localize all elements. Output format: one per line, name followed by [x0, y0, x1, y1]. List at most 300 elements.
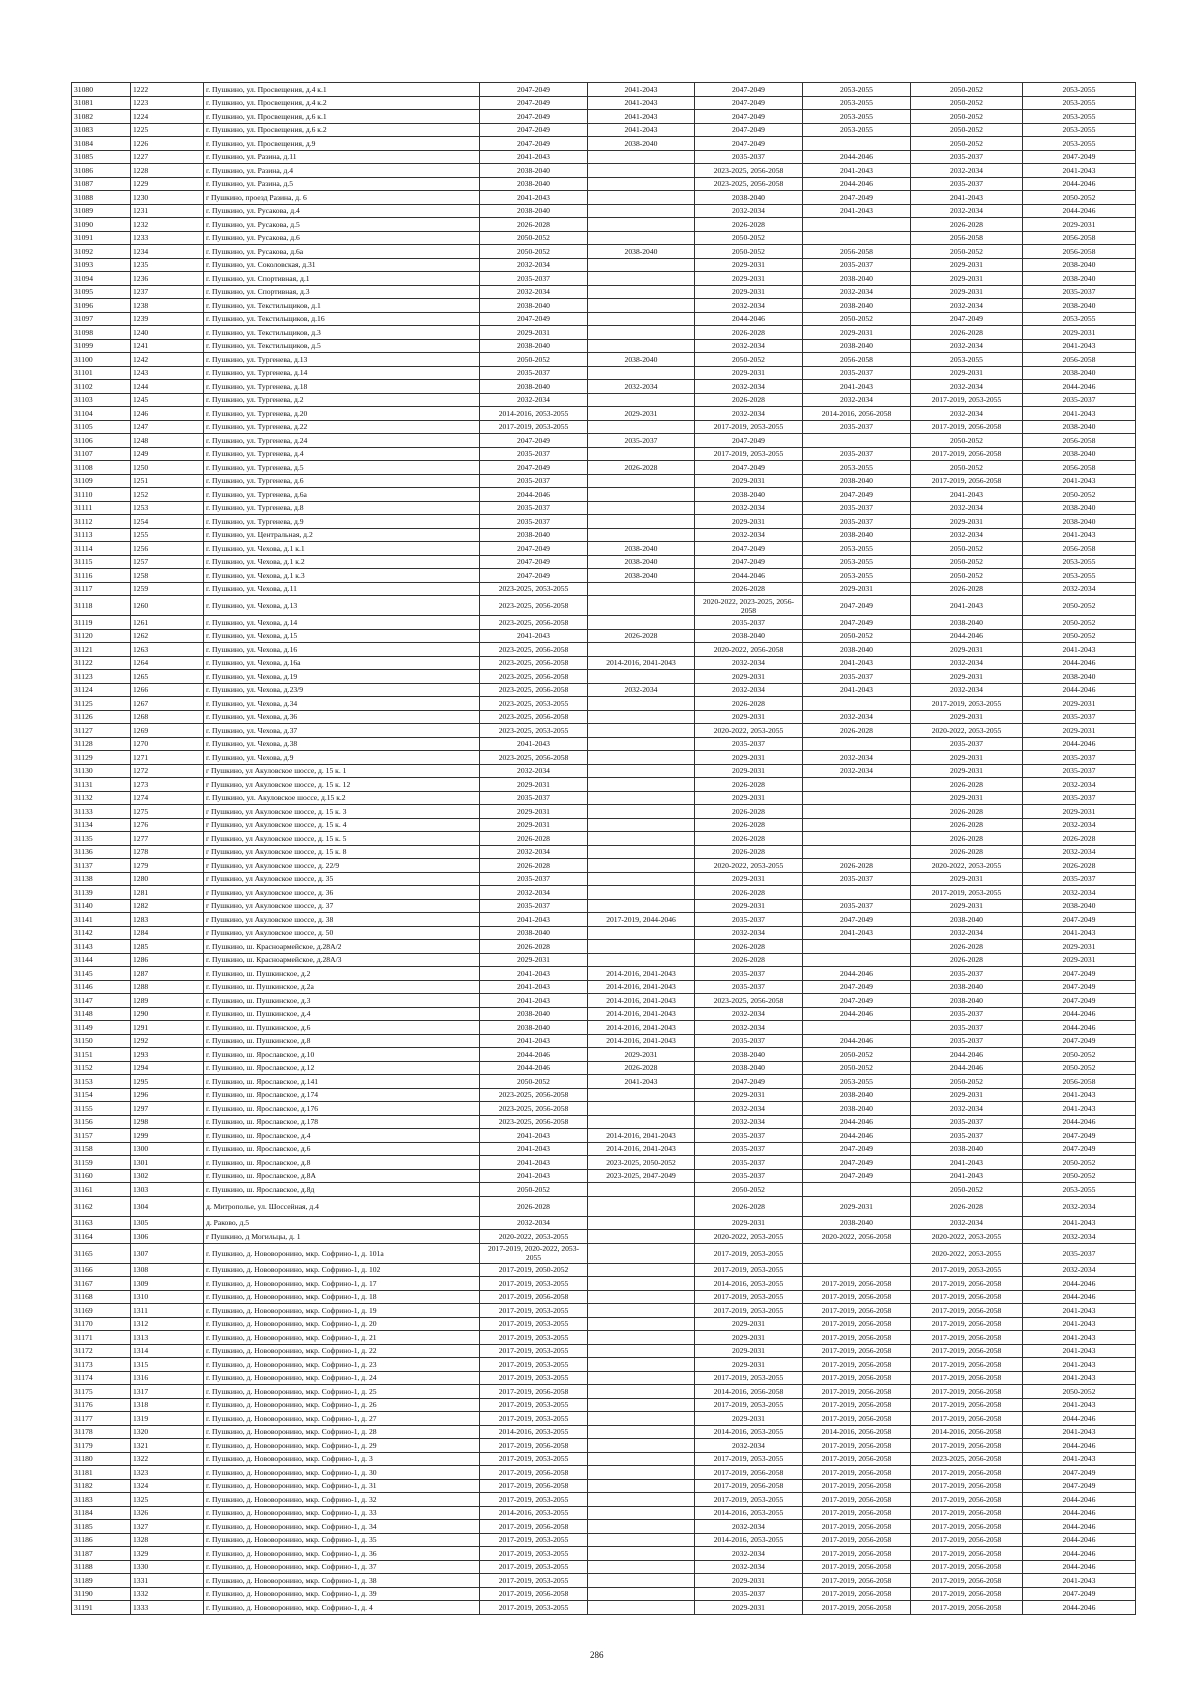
table-cell: 2038-2040 — [1023, 366, 1136, 380]
table-cell: 31085 — [72, 150, 131, 164]
table-cell: 1321 — [131, 1439, 204, 1453]
table-cell: 1264 — [131, 656, 204, 670]
table-cell: 2050-2052 — [803, 1048, 911, 1062]
table-body — [72, 83, 1136, 1615]
table-cell: 2047-2049 — [803, 1156, 911, 1170]
table-row — [72, 737, 1136, 751]
table-cell: 2032-2034 — [695, 683, 803, 697]
table-cell: 2026-2028 — [911, 805, 1023, 819]
table-cell: 2044-2046 — [1023, 1547, 1136, 1561]
table-cell: 2038-2040 — [480, 380, 588, 394]
table-row — [72, 501, 1136, 515]
table-cell: г. Пушкино, ул. Чехова, д.36 — [204, 710, 480, 724]
table-cell: 2041-2043 — [1023, 1452, 1136, 1466]
table-cell: 1230 — [131, 191, 204, 205]
table-cell: г Пушкино, ул Акуловское шоссе, д. 35 — [204, 872, 480, 886]
table-cell: 31119 — [72, 616, 131, 630]
table-cell: 2053-2055 — [1023, 110, 1136, 124]
table-cell: 2038-2040 — [1023, 258, 1136, 272]
table-cell: 31191 — [72, 1601, 131, 1615]
table-cell — [588, 1290, 695, 1304]
table-cell: 2035-2037 — [911, 1007, 1023, 1021]
table-cell: 2017-2019, 2053-2055 — [911, 697, 1023, 711]
table-cell: 1263 — [131, 643, 204, 657]
table-cell: г. Пушкино, ул. Центральная, д.2 — [204, 528, 480, 542]
table-cell: 1307 — [131, 1243, 204, 1263]
table-cell: 2038-2040 — [911, 980, 1023, 994]
table-cell: 2026-2028 — [911, 582, 1023, 596]
table-cell — [588, 596, 695, 616]
table-cell: 1331 — [131, 1574, 204, 1588]
table-cell: 1257 — [131, 555, 204, 569]
table-cell: 2050-2052 — [911, 569, 1023, 583]
table-cell: 2032-2034 — [911, 380, 1023, 394]
table-cell — [803, 218, 911, 232]
table-cell: 2017-2019, 2056-2058 — [911, 1506, 1023, 1520]
table-cell: 2041-2043 — [1023, 643, 1136, 657]
table-cell: 2020-2022, 2053-2055 — [695, 859, 803, 873]
table-cell: 2038-2040 — [695, 629, 803, 643]
table-row — [72, 1358, 1136, 1372]
table-cell: 2050-2052 — [911, 434, 1023, 448]
table-row — [72, 339, 1136, 353]
table-cell: 31117 — [72, 582, 131, 596]
table-cell: 2047-2049 — [480, 123, 588, 137]
table-cell: 2050-2052 — [480, 1183, 588, 1197]
table-row — [72, 1156, 1136, 1170]
table-row — [72, 1547, 1136, 1561]
table-cell: 2041-2043 — [480, 629, 588, 643]
table-cell: 31114 — [72, 542, 131, 556]
table-cell: 2053-2055 — [911, 353, 1023, 367]
table-cell: 2035-2037 — [911, 150, 1023, 164]
table-cell: 2029-2031 — [911, 710, 1023, 724]
table-cell: 2044-2046 — [1023, 1021, 1136, 1035]
table-cell — [588, 805, 695, 819]
table-cell — [588, 1452, 695, 1466]
table-cell: 2050-2052 — [1023, 1385, 1136, 1399]
table-cell: 2041-2043 — [803, 164, 911, 178]
table-cell: 2041-2043 — [1023, 1317, 1136, 1331]
table-cell: 2035-2037 — [803, 420, 911, 434]
table-cell: 2023-2025, 2056-2058 — [480, 596, 588, 616]
table-cell: 2014-2016, 2053-2055 — [480, 1425, 588, 1439]
table-cell: 31084 — [72, 137, 131, 151]
table-cell: 2026-2028 — [911, 953, 1023, 967]
table-row — [72, 1331, 1136, 1345]
table-cell: 2026-2028 — [911, 940, 1023, 954]
table-row — [72, 420, 1136, 434]
table-cell — [588, 845, 695, 859]
table-cell: г Пушкино, ул Акуловское шоссе, д. 38 — [204, 913, 480, 927]
table-cell: 2035-2037 — [480, 899, 588, 913]
table-cell: 2053-2055 — [803, 110, 911, 124]
table-cell: 2035-2037 — [1023, 710, 1136, 724]
table-cell: г. Пушкино, ш. Пушкинское, д.2а — [204, 980, 480, 994]
table-cell: 1298 — [131, 1115, 204, 1129]
table-cell: 2032-2034 — [695, 1560, 803, 1574]
table-cell: г. Пушкино, д. Нововоронино, мкр. Софрино-1, д. 17 — [204, 1277, 480, 1291]
table-cell: 2050-2052 — [911, 1183, 1023, 1197]
table-cell: 31144 — [72, 953, 131, 967]
table-row — [72, 231, 1136, 245]
table-cell: 2017-2019, 2053-2055 — [695, 1290, 803, 1304]
table-cell: 2017-2019, 2056-2058 — [911, 1574, 1023, 1588]
table-cell: 2032-2034 — [1023, 818, 1136, 832]
table-cell: 2047-2049 — [803, 616, 911, 630]
table-cell: 2047-2049 — [1023, 150, 1136, 164]
table-cell: 2029-2031 — [695, 258, 803, 272]
table-cell: 2044-2046 — [695, 569, 803, 583]
table-cell: 1311 — [131, 1304, 204, 1318]
table-cell: 2017-2019, 2056-2058 — [803, 1506, 911, 1520]
table-cell: 1245 — [131, 393, 204, 407]
table-cell: 2041-2043 — [1023, 1216, 1136, 1230]
table-cell — [803, 137, 911, 151]
table-cell: 2044-2046 — [803, 967, 911, 981]
table-cell — [803, 886, 911, 900]
table-cell: 2044-2046 — [803, 1115, 911, 1129]
table-cell: 2023-2025, 2056-2058 — [480, 751, 588, 765]
table-cell: 2050-2052 — [803, 629, 911, 643]
table-cell: 2032-2034 — [803, 764, 911, 778]
table-cell: 2029-2031 — [695, 1344, 803, 1358]
table-cell: 2017-2019, 2053-2055 — [480, 1317, 588, 1331]
table-cell: 2014-2016, 2053-2055 — [695, 1533, 803, 1547]
table-cell: 1330 — [131, 1560, 204, 1574]
table-cell: 2050-2052 — [1023, 1048, 1136, 1062]
table-cell: 1243 — [131, 366, 204, 380]
table-cell: 31121 — [72, 643, 131, 657]
table-row — [72, 434, 1136, 448]
table-cell: 2047-2049 — [803, 1169, 911, 1183]
table-cell: 2017-2019, 2056-2058 — [911, 1304, 1023, 1318]
table-cell: 31099 — [72, 339, 131, 353]
table-cell: г Пушкино, ул Акуловское шоссе, д. 15 к. 12 — [204, 778, 480, 792]
table-cell: 2017-2019, 2053-2055 — [695, 1452, 803, 1466]
table-cell: 2017-2019, 2053-2055 — [480, 1547, 588, 1561]
table-cell: 2035-2037 — [695, 1156, 803, 1170]
table-cell: 2032-2034 — [695, 204, 803, 218]
table-cell: 2038-2040 — [480, 926, 588, 940]
table-cell: 2035-2037 — [911, 737, 1023, 751]
table-cell: 2044-2046 — [1023, 1560, 1136, 1574]
table-cell: 2035-2037 — [1023, 285, 1136, 299]
table-cell — [588, 1317, 695, 1331]
table-cell: 2029-2031 — [911, 285, 1023, 299]
table-cell: 2035-2037 — [1023, 751, 1136, 765]
table-cell: 2017-2019, 2056-2058 — [911, 1290, 1023, 1304]
table-cell: 1238 — [131, 299, 204, 313]
table-cell: 1251 — [131, 474, 204, 488]
table-cell: 2047-2049 — [480, 461, 588, 475]
table-cell: 31080 — [72, 83, 131, 97]
table-cell: г. Пушкино, ш. Пушкинское, д.3 — [204, 994, 480, 1008]
table-cell: 2050-2052 — [911, 245, 1023, 259]
table-cell — [588, 1304, 695, 1318]
table-cell: 1295 — [131, 1075, 204, 1089]
table-cell: 2041-2043 — [588, 110, 695, 124]
table-cell: г. Пушкино, ул. Тургенева, д.5 — [204, 461, 480, 475]
table-cell: 1332 — [131, 1587, 204, 1601]
table-cell: 31185 — [72, 1520, 131, 1534]
table-cell: 1244 — [131, 380, 204, 394]
table-cell: 1288 — [131, 980, 204, 994]
table-cell: г. Пушкино, ул. Разина, д.4 — [204, 164, 480, 178]
table-cell: 2029-2031 — [1023, 953, 1136, 967]
table-cell: 2050-2052 — [480, 353, 588, 367]
table-cell: 31175 — [72, 1385, 131, 1399]
table-cell: 31109 — [72, 474, 131, 488]
table-cell: 2047-2049 — [1023, 980, 1136, 994]
table-cell: г Пушкино, ул Акуловское шоссе, д. 15 к. 5 — [204, 832, 480, 846]
table-cell: 2017-2019, 2056-2058 — [803, 1533, 911, 1547]
table-cell — [588, 231, 695, 245]
table-cell: 2017-2019, 2056-2058 — [911, 1371, 1023, 1385]
table-cell: 2023-2025, 2056-2058 — [480, 616, 588, 630]
table-cell: 2035-2037 — [911, 1115, 1023, 1129]
table-cell: 31167 — [72, 1277, 131, 1291]
table-cell: 2038-2040 — [480, 339, 588, 353]
table-cell: г Пушкино, ул Акуловское шоссе, д. 50 — [204, 926, 480, 940]
table-cell: 31087 — [72, 177, 131, 191]
table-cell: 2044-2046 — [1023, 1115, 1136, 1129]
table-cell: г. Пушкино, ул. Тургенева, д.13 — [204, 353, 480, 367]
table-cell: 2017-2019, 2056-2058 — [803, 1398, 911, 1412]
table-cell: г. Пушкино, д. Нововоронино, мкр. Софрино-1, д. 32 — [204, 1493, 480, 1507]
table-cell: 2032-2034 — [1023, 845, 1136, 859]
table-cell: 2014-2016, 2041-2043 — [588, 980, 695, 994]
table-cell: 2032-2034 — [695, 339, 803, 353]
table-cell: 2026-2028 — [695, 805, 803, 819]
table-cell: 2032-2034 — [695, 380, 803, 394]
table-cell: г. Пушкино, ш. Ярославское, д.8А — [204, 1169, 480, 1183]
table-cell: 1279 — [131, 859, 204, 873]
table-cell: 2038-2040 — [1023, 447, 1136, 461]
table-cell: 2032-2034 — [480, 845, 588, 859]
table-cell: 2017-2019, 2056-2058 — [911, 1331, 1023, 1345]
table-cell — [588, 1412, 695, 1426]
table-cell — [588, 1547, 695, 1561]
table-cell: г. Пушкино, д. Нововоронино, мкр. Софрино-1, д. 29 — [204, 1439, 480, 1453]
table-cell: 1322 — [131, 1452, 204, 1466]
table-cell: 31102 — [72, 380, 131, 394]
table-cell: г. Пушкино, д. Нововоронино, мкр. Софрино-1, д. 31 — [204, 1479, 480, 1493]
table-cell: 2047-2049 — [480, 137, 588, 151]
table-cell: 2017-2019, 2056-2058 — [911, 1412, 1023, 1426]
table-cell: 2032-2034 — [911, 1216, 1023, 1230]
table-cell: 1249 — [131, 447, 204, 461]
table-cell: 31155 — [72, 1102, 131, 1116]
table-cell: г. Пушкино, ул. Тургенева, д.8 — [204, 501, 480, 515]
table-cell: 2017-2019, 2056-2058 — [480, 1466, 588, 1480]
table-cell — [588, 164, 695, 178]
table-cell: 1316 — [131, 1371, 204, 1385]
table-row — [72, 393, 1136, 407]
table-row — [72, 366, 1136, 380]
table-cell: г Пушкино, ул Акуловское шоссе, д. 15 к. 8 — [204, 845, 480, 859]
table-cell — [588, 312, 695, 326]
table-cell: 1268 — [131, 710, 204, 724]
table-cell: г. Пушкино, д. Нововоронино, мкр. Софрино-1, д. 26 — [204, 1398, 480, 1412]
table-cell: 2029-2031 — [695, 670, 803, 684]
table-cell: 2026-2028 — [911, 845, 1023, 859]
table-cell: г. Пушкино, ул. Русакова, д.4 — [204, 204, 480, 218]
table-row — [72, 1520, 1136, 1534]
table-cell — [588, 724, 695, 738]
table-cell: 2017-2019, 2056-2058 — [803, 1385, 911, 1399]
table-cell: 2053-2055 — [1023, 312, 1136, 326]
table-cell: г. Пушкино, ул. Чехова, д.15 — [204, 629, 480, 643]
table-cell: 2035-2037 — [480, 272, 588, 286]
table-cell: 2032-2034 — [695, 299, 803, 313]
table-row — [72, 805, 1136, 819]
table-cell: 1260 — [131, 596, 204, 616]
table-cell: 2029-2031 — [803, 326, 911, 340]
table-cell: 1231 — [131, 204, 204, 218]
table-cell: 2026-2028 — [803, 724, 911, 738]
table-cell — [588, 420, 695, 434]
table-cell: 2017-2019, 2053-2055 — [480, 1331, 588, 1345]
table-row — [72, 542, 1136, 556]
table-cell: 2026-2028 — [695, 940, 803, 954]
table-cell: 2017-2019, 2056-2058 — [803, 1412, 911, 1426]
table-cell: 2050-2052 — [1023, 629, 1136, 643]
table-cell: 2017-2019, 2056-2058 — [911, 1466, 1023, 1480]
table-cell — [588, 1102, 695, 1116]
table-cell: 2050-2052 — [911, 137, 1023, 151]
table-cell: 2026-2028 — [911, 818, 1023, 832]
table-cell: 2014-2016, 2053-2055 — [480, 407, 588, 421]
table-cell: 2032-2034 — [695, 1115, 803, 1129]
table-cell: 31137 — [72, 859, 131, 873]
table-cell: 2017-2019, 2056-2058 — [911, 1344, 1023, 1358]
table-cell: 31089 — [72, 204, 131, 218]
table-cell: г. Пушкино, ул. Разина, д.11 — [204, 150, 480, 164]
table-cell: 2029-2031 — [1023, 940, 1136, 954]
table-row — [72, 123, 1136, 137]
table-cell: 2032-2034 — [1023, 1196, 1136, 1216]
table-cell: 2050-2052 — [911, 110, 1023, 124]
table-cell — [588, 177, 695, 191]
table-cell: 2023-2025, 2053-2055 — [480, 697, 588, 711]
table-cell: 2020-2022, 2053-2055 — [911, 859, 1023, 873]
table-cell: 2017-2019, 2056-2058 — [911, 1560, 1023, 1574]
table-cell: 31104 — [72, 407, 131, 421]
table-row — [72, 616, 1136, 630]
table-cell: 2056-2058 — [1023, 1075, 1136, 1089]
table-cell: 2035-2037 — [803, 515, 911, 529]
table-cell: 2017-2019, 2056-2058 — [911, 1479, 1023, 1493]
table-cell: 2041-2043 — [1023, 1371, 1136, 1385]
table-cell: 31189 — [72, 1574, 131, 1588]
table-cell: 2056-2058 — [803, 353, 911, 367]
table-cell: 2014-2016, 2041-2043 — [588, 1129, 695, 1143]
table-cell: 2047-2049 — [695, 123, 803, 137]
table-cell: 1228 — [131, 164, 204, 178]
table-row — [72, 353, 1136, 367]
table-cell: 31093 — [72, 258, 131, 272]
table-cell: 2038-2040 — [1023, 899, 1136, 913]
table-cell: г. Пушкино, д. Нововоронино, мкр. Софрино-1, д. 3 — [204, 1452, 480, 1466]
table-cell: 2035-2037 — [1023, 791, 1136, 805]
table-cell: 1327 — [131, 1520, 204, 1534]
table-cell — [588, 339, 695, 353]
table-cell — [588, 872, 695, 886]
table-cell: 2017-2019, 2056-2058 — [911, 474, 1023, 488]
table-cell: 2044-2046 — [1023, 1007, 1136, 1021]
table-cell — [803, 1243, 911, 1263]
table-cell: 2020-2022, 2023-2025, 2056-2058 — [695, 596, 803, 616]
table-cell: 31131 — [72, 778, 131, 792]
table-cell: 2047-2049 — [480, 569, 588, 583]
table-cell: 2053-2055 — [1023, 137, 1136, 151]
table-row — [72, 191, 1136, 205]
table-row — [72, 872, 1136, 886]
table-cell: г. Пушкино, ул. Тургенева, д.6 — [204, 474, 480, 488]
table-cell: 2020-2022, 2056-2058 — [803, 1230, 911, 1244]
table-cell: 2026-2028 — [480, 832, 588, 846]
table-cell: 2026-2028 — [695, 393, 803, 407]
table-cell: 2026-2028 — [803, 859, 911, 873]
table-cell: 2029-2031 — [480, 818, 588, 832]
table-cell: 2029-2031 — [695, 1088, 803, 1102]
table-cell: 2041-2043 — [588, 123, 695, 137]
table-cell: 1292 — [131, 1034, 204, 1048]
table-cell: 2014-2016, 2053-2055 — [695, 1506, 803, 1520]
table-row — [72, 778, 1136, 792]
table-cell: г. Пушкино, д. Нововоронино, мкр. Софрино-1, д. 37 — [204, 1560, 480, 1574]
table-cell: 2047-2049 — [803, 191, 911, 205]
table-cell: 31081 — [72, 96, 131, 110]
table-row — [72, 1277, 1136, 1291]
table-cell: 1267 — [131, 697, 204, 711]
table-cell — [588, 1574, 695, 1588]
table-cell: 31150 — [72, 1034, 131, 1048]
table-cell: 31091 — [72, 231, 131, 245]
table-cell: 2014-2016, 2056-2058 — [695, 1385, 803, 1399]
table-cell: 2029-2031 — [695, 1412, 803, 1426]
table-cell: 1276 — [131, 818, 204, 832]
table-cell: 2035-2037 — [480, 872, 588, 886]
table-cell: 2044-2046 — [911, 629, 1023, 643]
table-cell: 2038-2040 — [1023, 501, 1136, 515]
table-cell: 2035-2037 — [803, 366, 911, 380]
table-cell: 2044-2046 — [803, 1007, 911, 1021]
table-cell: 2029-2031 — [695, 764, 803, 778]
table-cell: 2032-2034 — [911, 926, 1023, 940]
table-cell: 2032-2034 — [480, 285, 588, 299]
table-cell: 2047-2049 — [1023, 1587, 1136, 1601]
table-cell: 2017-2019, 2056-2058 — [480, 1290, 588, 1304]
table-cell: 2044-2046 — [1023, 656, 1136, 670]
table-cell: 2041-2043 — [1023, 926, 1136, 940]
table-row — [72, 1243, 1136, 1263]
table-cell — [588, 1358, 695, 1372]
table-cell: 1277 — [131, 832, 204, 846]
table-cell: 2044-2046 — [1023, 737, 1136, 751]
table-cell: 1262 — [131, 629, 204, 643]
table-cell: 2035-2037 — [1023, 764, 1136, 778]
table-cell: 2032-2034 — [911, 407, 1023, 421]
table-cell: 2032-2034 — [911, 1102, 1023, 1116]
table-cell: 31101 — [72, 366, 131, 380]
table-row — [72, 1216, 1136, 1230]
table-row — [72, 110, 1136, 124]
table-cell: 2038-2040 — [1023, 670, 1136, 684]
table-row — [72, 1007, 1136, 1021]
table-cell: 2029-2031 — [480, 805, 588, 819]
